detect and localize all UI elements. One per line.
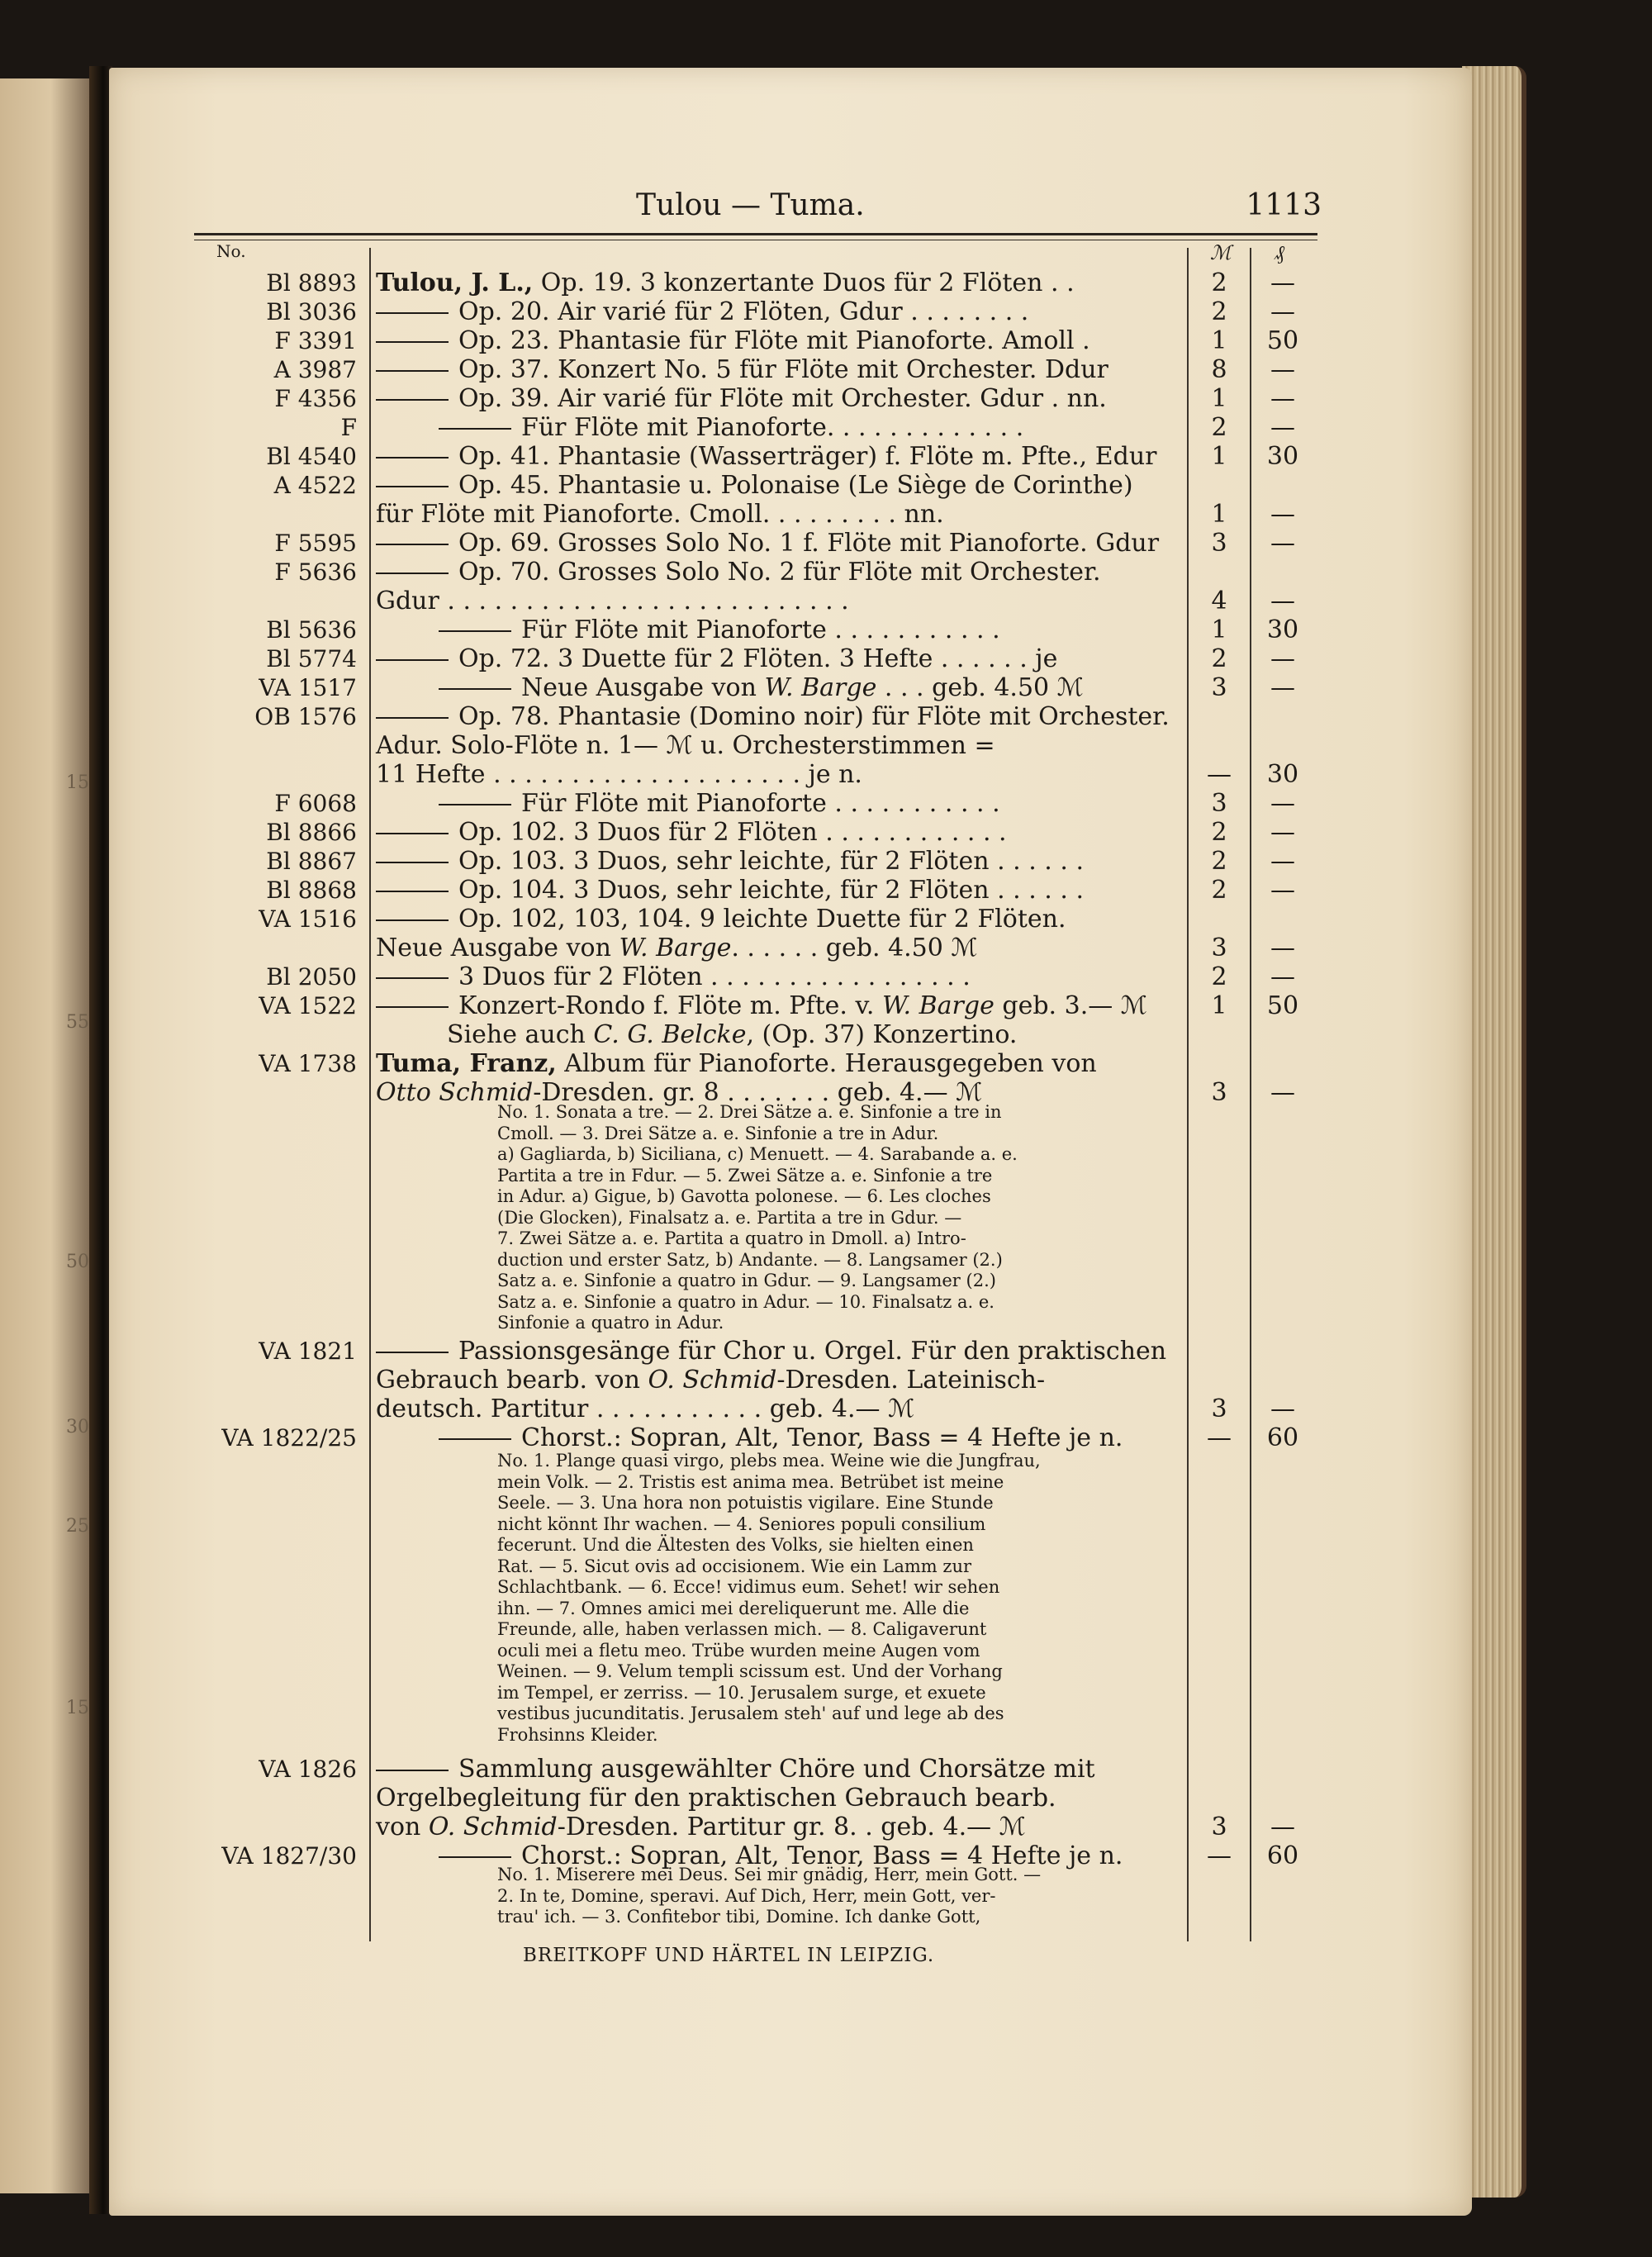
price-mark: 1 (1211, 442, 1227, 471)
price-pfennig: 60 (1266, 1423, 1299, 1452)
sammlung-contents-note (497, 1865, 1170, 1928)
entry-number: F 3391 (274, 327, 357, 354)
price-mark: 4 (1211, 587, 1227, 615)
left-page-fragment: 25 (66, 1516, 89, 1537)
note-line: oculi mei a fletu meo. Trübe wurden meine Augen vom (497, 1640, 980, 1661)
left-page-fragment: 15 (66, 1698, 89, 1718)
page-number: 1113 (1246, 188, 1322, 222)
entry-description: Neue Ausgabe von W. Barge. . . . . . geb. 4.50 ℳ (376, 934, 978, 962)
entry-description: Chorst.: Sopran, Alt, Tenor, Bass = 4 Hefte je n. (376, 1841, 1181, 1870)
price-mark: 2 (1211, 962, 1227, 991)
entry-number: Bl 8893 (266, 269, 357, 297)
column-divider (1187, 248, 1189, 1941)
entry-description: Op. 102. 3 Duos für 2 Flöten . . . . . . . . . . . . (376, 818, 1181, 847)
entry-number: VA 1826 (259, 1756, 357, 1783)
entry-description: 11 Hefte . . . . . . . . . . . . . . . . . . . . je n. (376, 760, 862, 789)
entry-description: Chorst.: Sopran, Alt, Tenor, Bass = 4 Hefte je n. (376, 1423, 1181, 1452)
price-mark: 1 (1211, 500, 1227, 529)
entry-number: VA 1517 (259, 674, 357, 701)
running-head (372, 188, 1322, 222)
entry-description: Op. 20. Air varié für 2 Flöten, Gdur . . . . . . . . (376, 297, 1181, 326)
composer-name: Tuma, Franz, (376, 1049, 557, 1078)
price-mark: 3 (1211, 1078, 1227, 1107)
price-pfennig: 50 (1266, 991, 1299, 1020)
entry-description: Gebrauch bearb. von O. Schmid-Dresden. Lateinisch- (376, 1366, 1046, 1395)
price-mark: 2 (1211, 413, 1227, 442)
price-mark: — (1207, 760, 1232, 789)
price-pfennig: 50 (1266, 326, 1299, 355)
entry-description: Orgelbegleitung für den praktischen Gebrauch bearb. (376, 1784, 1056, 1813)
entry-description: Für Flöte mit Pianoforte . . . . . . . . . . . (376, 615, 1181, 644)
entry-number: Bl 3036 (266, 298, 357, 325)
entry-description: Tuma, Franz, Album für Pianoforte. Herausgegeben von (376, 1049, 1097, 1078)
entry-description: Op. 70. Grosses Solo No. 2 für Flöte mit Orchester. (376, 558, 1181, 587)
price-mark: 2 (1211, 297, 1227, 326)
column-header-no: No. (216, 241, 246, 261)
price-mark: 1 (1211, 326, 1227, 355)
entry-description: Konzert-Rondo f. Flöte m. Pfte. v. W. Barge geb. 3.— ℳ (376, 991, 1181, 1020)
entry-number: A 4522 (273, 472, 357, 499)
entry-description: Neue Ausgabe von W. Barge . . . geb. 4.50 ℳ (376, 673, 1181, 702)
note-line: ihn. — 7. Omnes amici mei dereliquerunt me. Alle die (497, 1598, 970, 1618)
price-pfennig: — (1270, 355, 1295, 384)
price-pfennig: — (1270, 818, 1295, 847)
note-line: Satz a. e. Sinfonie a quatro in Adur. — 10. Finalsatz a. e. (497, 1291, 995, 1312)
left-page-edge (0, 78, 93, 2193)
price-mark: 3 (1211, 934, 1227, 962)
entry-description: Adur. Solo-Flöte n. 1— ℳ u. Orchesterstimmen = (376, 731, 995, 760)
entry-number: A 3987 (273, 356, 357, 383)
price-pfennig: — (1270, 1395, 1295, 1423)
entry-description: von O. Schmid-Dresden. Partitur gr. 8. . geb. 4.— ℳ (376, 1813, 1026, 1841)
price-mark: 1 (1211, 384, 1227, 413)
passion-contents-note (497, 1451, 1170, 1746)
price-pfennig: — (1270, 1813, 1295, 1841)
entry-description: Siehe auch C. G. Belcke, (Op. 37) Konzertino. (447, 1020, 1018, 1049)
note-line: Partita a tre in Fdur. — 5. Zwei Sätze a. e. Sinfonie a tre (497, 1165, 993, 1186)
entry-description: Op. 102, 103, 104. 9 leichte Duette für 2 Flöten. (376, 905, 1181, 934)
entry-description: Op. 103. 3 Duos, sehr leichte, für 2 Flöten . . . . . . (376, 847, 1181, 876)
left-page-fragment: 50 (66, 1252, 89, 1272)
entry-description: Sammlung ausgewählter Chöre und Chorsätze mit (376, 1755, 1181, 1784)
entry-description: Op. 72. 3 Duette für 2 Flöten. 3 Hefte . . . . . . je (376, 644, 1181, 673)
note-line: No. 1. Miserere mei Deus. Sei mir gnädig, Herr, mein Gott. — (497, 1865, 1042, 1884)
entry-description: Op. 41. Phantasie (Wasserträger) f. Flöte m. Pfte., Edur (376, 442, 1181, 471)
entry-description: Op. 69. Grosses Solo No. 1 f. Flöte mit Pianoforte. Gdur (376, 529, 1181, 558)
note-line: mein Volk. — 2. Tristis est anima mea. Betrübet ist meine (497, 1471, 1004, 1492)
price-mark: 8 (1211, 355, 1227, 384)
note-line: a) Gagliarda, b) Siciliana, c) Menuett. — 4. Sarabande a. e. (497, 1144, 1018, 1164)
entry-number: VA 1522 (259, 992, 357, 1019)
publisher-footer: BREITKOPF UND HÄRTEL IN LEIPZIG. (523, 1945, 935, 1966)
entry-description: deutsch. Partitur . . . . . . . . . . . geb. 4.— ℳ (376, 1395, 915, 1423)
price-pfennig: — (1270, 876, 1295, 905)
price-pfennig: — (1270, 384, 1295, 413)
entry-number: Bl 8868 (266, 877, 357, 904)
price-mark: — (1207, 1841, 1232, 1870)
left-page-fragment: 55 (66, 1012, 89, 1033)
entry-description: Tulou, J. L., Op. 19. 3 konzertante Duos für 2 Flöten . . (376, 268, 1075, 297)
price-pfennig: — (1270, 789, 1295, 818)
note-line: in Adur. a) Gigue, b) Gavotta polonese. — 6. Les cloches (497, 1186, 991, 1206)
entry-number: Bl 8867 (266, 848, 357, 875)
entry-number: OB 1576 (254, 703, 357, 730)
price-pfennig: 30 (1266, 615, 1299, 644)
column-divider (1250, 248, 1251, 1941)
price-pfennig: — (1270, 529, 1295, 558)
column-header-pfennig: ₰ (1275, 241, 1284, 264)
note-line: No. 1. Plange quasi virgo, plebs mea. Weine wie die Jungfrau, (497, 1451, 1041, 1471)
price-pfennig: — (1270, 413, 1295, 442)
price-pfennig: 30 (1266, 760, 1299, 789)
note-line: Schlachtbank. — 6. Ecce! vidimus eum. Sehet! wir sehen (497, 1577, 1000, 1597)
note-line: trau' ich. — 3. Confitebor tibi, Domine. Ich danke Gott, (497, 1907, 981, 1927)
note-line: (Die Glocken), Finalsatz a. e. Partita a tre in Gdur. — (497, 1207, 962, 1228)
note-line: vestibus jucunditatis. Jerusalem steh' auf und lege ab des (497, 1703, 1004, 1723)
entry-description: Op. 104. 3 Duos, sehr leichte, für 2 Flöten . . . . . . (376, 876, 1181, 905)
price-pfennig: — (1270, 268, 1295, 297)
note-line: Weinen. — 9. Velum templi scissum est. Und der Vorhang (497, 1661, 1003, 1681)
entry-number: VA 1822/25 (221, 1424, 357, 1452)
left-page-fragment: 15 (66, 772, 89, 793)
price-mark: 2 (1211, 818, 1227, 847)
note-line: Seele. — 3. Una hora non potuistis vigilare. Eine Stunde (497, 1493, 994, 1513)
price-mark: 3 (1211, 1813, 1227, 1841)
running-head-title: Tulou — Tuma. (636, 188, 865, 222)
composer-name: Tulou, J. L., (376, 268, 534, 297)
note-line: 7. Zwei Sätze a. e. Partita a quatro in Dmoll. a) Intro- (497, 1228, 966, 1248)
price-mark: 2 (1211, 268, 1227, 297)
entry-number: VA 1827/30 (221, 1842, 357, 1870)
note-line: nicht könnt Ihr wachen. — 4. Seniores populi consilium (497, 1513, 986, 1534)
left-page-fragment: 30 (66, 1417, 89, 1437)
note-line: Rat. — 5. Sicut ovis ad occisionem. Wie ein Lamm zur (497, 1556, 972, 1576)
note-line: im Tempel, er zerriss. — 10. Jerusalem surge, et exuete (497, 1682, 986, 1703)
note-line: Satz a. e. Sinfonie a quatro in Gdur. — 9. Langsamer (2.) (497, 1271, 996, 1290)
entry-number: F 4356 (274, 385, 357, 412)
note-line: No. 1. Sonata a tre. — 2. Drei Sätze a. e. Sinfonie a tre in (497, 1102, 1002, 1122)
entry-number: F 6068 (274, 790, 357, 817)
note-line: Frohsinns Kleider. (497, 1724, 658, 1745)
price-mark: 3 (1211, 529, 1227, 558)
price-mark: 2 (1211, 644, 1227, 673)
entry-description: Für Flöte mit Pianoforte. . . . . . . . . . . . . (376, 413, 1181, 442)
header-rule (194, 233, 1317, 235)
entry-number: Bl 2050 (266, 963, 357, 991)
entry-description: Op. 45. Phantasie u. Polonaise (Le Siège de Corinthe) (376, 471, 1181, 500)
price-mark: 2 (1211, 847, 1227, 876)
entry-description: Otto Schmid-Dresden. gr. 8 . . . . . . . geb. 4.— ℳ (376, 1078, 983, 1107)
column-divider (369, 248, 371, 1941)
entry-number: Bl 8866 (266, 819, 357, 846)
entry-description: Op. 78. Phantasie (Domino noir) für Flöte mit Orchester. (376, 702, 1181, 731)
entry-number: VA 1516 (259, 905, 357, 933)
price-pfennig: — (1270, 934, 1295, 962)
price-mark: 1 (1211, 615, 1227, 644)
entry-description: Gdur . . . . . . . . . . . . . . . . . . . . . . . . . . (376, 587, 849, 615)
note-line: 2. In te, Domine, speravi. Auf Dich, Herr, mein Gott, ver- (497, 1885, 996, 1906)
price-pfennig: — (1270, 1078, 1295, 1107)
entry-description: Passionsgesänge für Chor u. Orgel. Für den praktischen (376, 1337, 1181, 1366)
price-pfennig: — (1270, 644, 1295, 673)
entry-number: Bl 5774 (266, 645, 357, 672)
album-contents-note (497, 1102, 1170, 1334)
price-mark: 3 (1211, 789, 1227, 818)
price-pfennig: — (1270, 847, 1295, 876)
entry-description: Für Flöte mit Pianoforte . . . . . . . . . . . (376, 789, 1181, 818)
entry-number: VA 1738 (259, 1050, 357, 1077)
entry-number: VA 1821 (259, 1338, 357, 1365)
price-pfennig: 60 (1266, 1841, 1299, 1870)
note-line: duction und erster Satz, b) Andante. — 8. Langsamer (2.) (497, 1249, 1003, 1270)
price-pfennig: — (1270, 962, 1295, 991)
entry-number: Bl 5636 (266, 616, 357, 644)
price-mark: 3 (1211, 1395, 1227, 1423)
price-mark: 2 (1211, 876, 1227, 905)
column-header-mark: ℳ (1210, 241, 1232, 264)
price-pfennig: — (1270, 297, 1295, 326)
price-pfennig: — (1270, 673, 1295, 702)
note-line: Freunde, alle, haben verlassen mich. — 8. Caligaverunt (497, 1619, 987, 1639)
entry-number: F 5636 (274, 558, 357, 586)
entry-number: Bl 4540 (266, 443, 357, 470)
price-pfennig: — (1270, 500, 1295, 529)
price-pfennig: — (1270, 587, 1295, 615)
price-mark: 1 (1211, 991, 1227, 1020)
note-line: Sinfonie a quatro in Adur. (497, 1313, 724, 1333)
entry-description: für Flöte mit Pianoforte. Cmoll. . . . . . . . . nn. (376, 500, 944, 529)
price-mark: 3 (1211, 673, 1227, 702)
note-line: Cmoll. — 3. Drei Sätze a. e. Sinfonie a tre in Adur. (497, 1123, 939, 1143)
price-pfennig: 30 (1266, 442, 1299, 471)
price-mark: — (1207, 1423, 1232, 1452)
note-line: fecerunt. Und die Ältesten des Volks, sie hielten einen (497, 1535, 974, 1555)
entry-description: Op. 37. Konzert No. 5 für Flöte mit Orchester. Ddur (376, 355, 1181, 384)
entry-description: Op. 23. Phantasie für Flöte mit Pianoforte. Amoll . (376, 326, 1181, 355)
entry-number: F (340, 414, 357, 441)
entry-description: 3 Duos für 2 Flöten . . . . . . . . . . . . . . . . . (376, 962, 1181, 991)
entry-description: Op. 39. Air varié für Flöte mit Orchester. Gdur . nn. (376, 384, 1181, 413)
entry-number: F 5595 (274, 530, 357, 557)
